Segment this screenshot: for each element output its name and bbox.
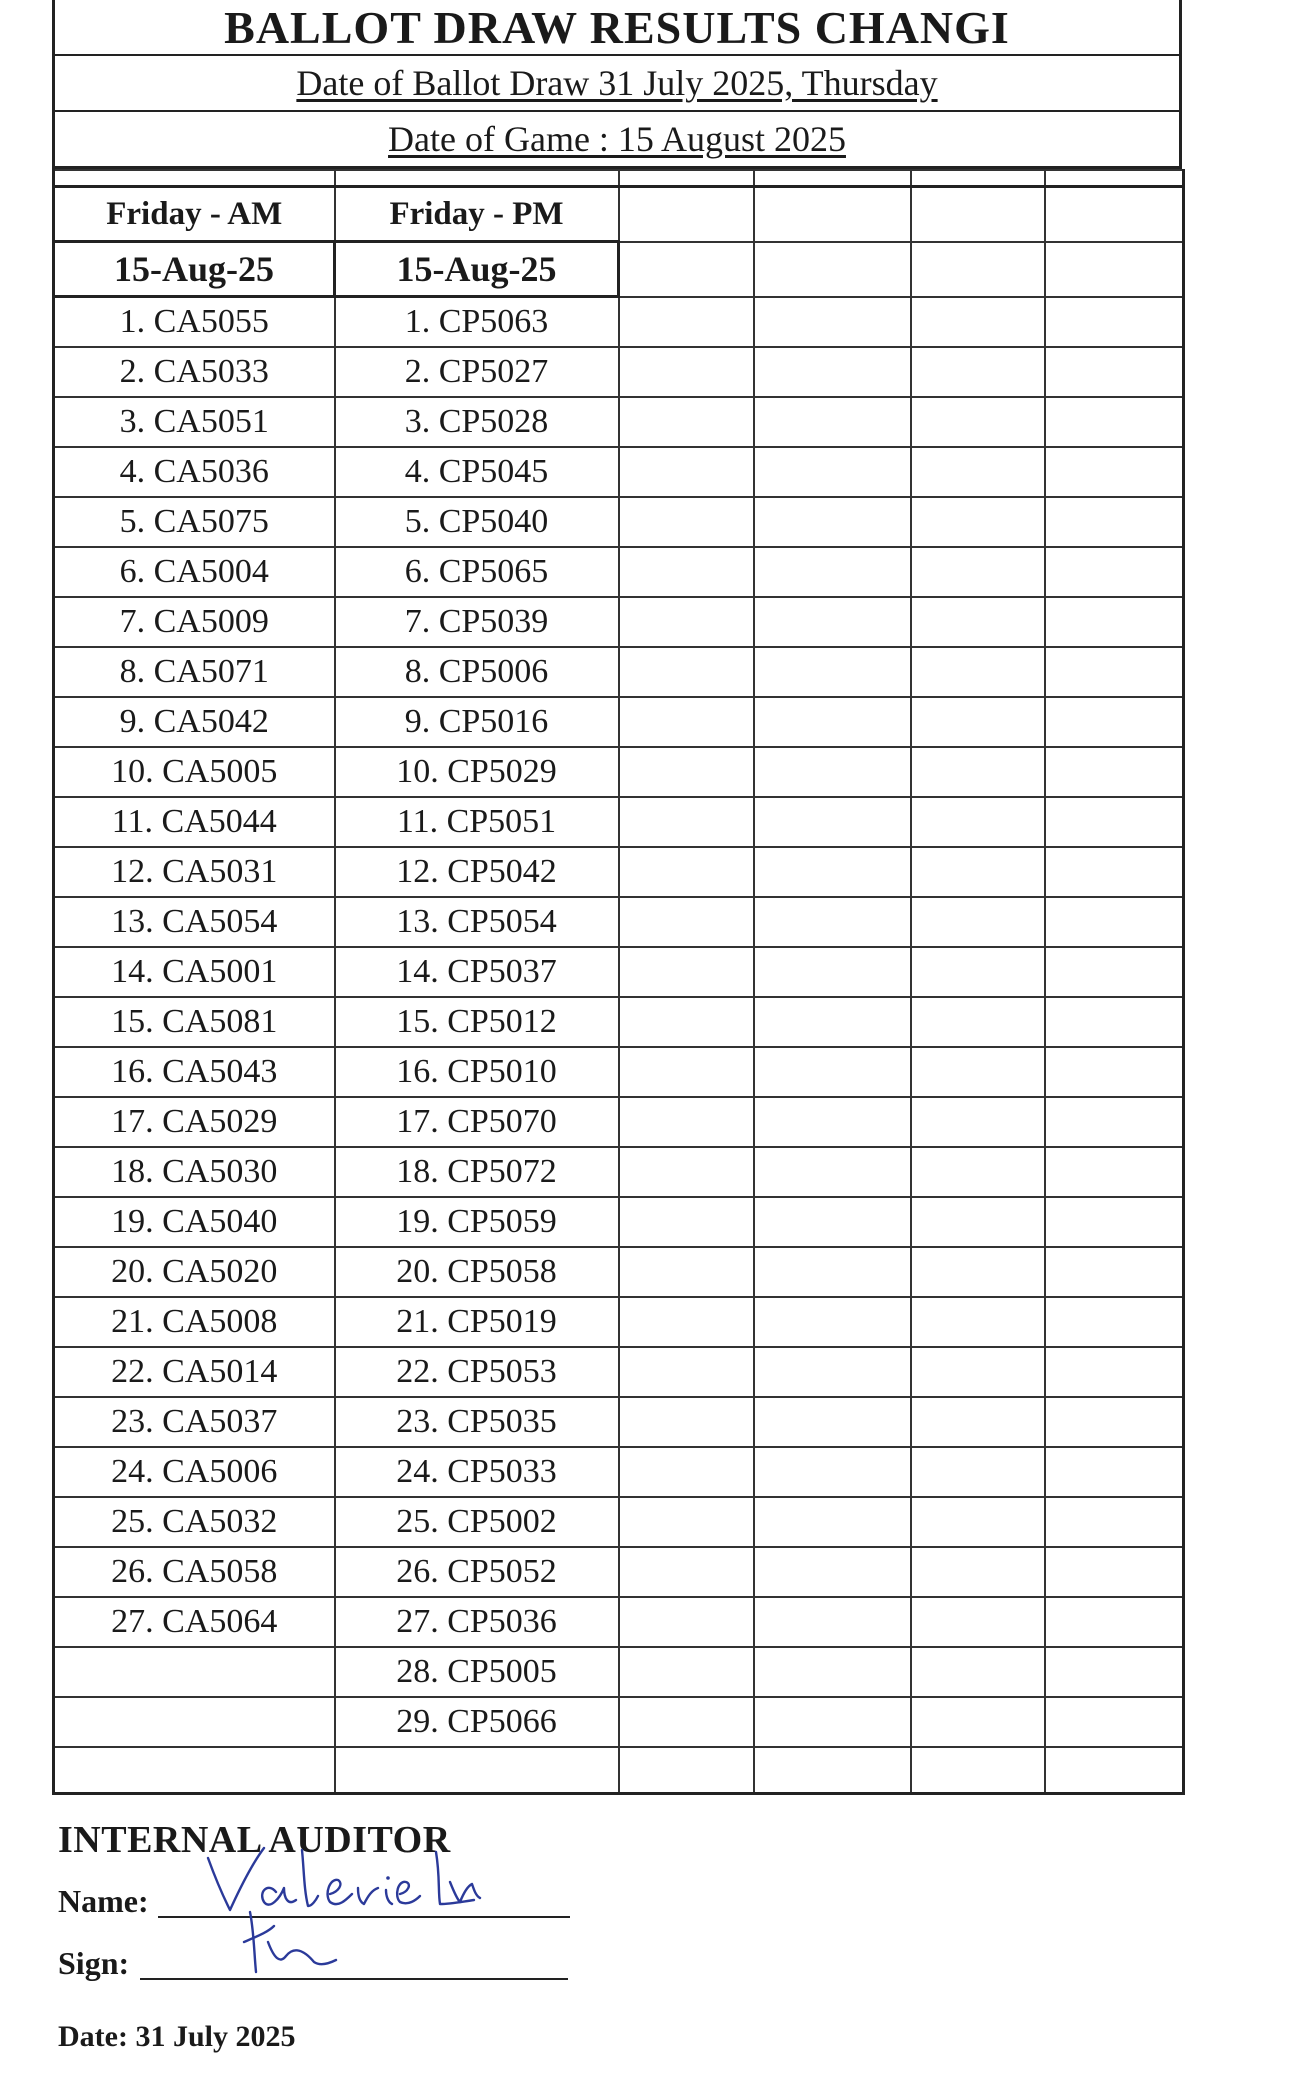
table-row — [54, 1097, 1184, 1147]
empty-cell — [1045, 1547, 1184, 1597]
empty-cell — [619, 242, 754, 297]
am-entry: 5. CA5075 — [54, 497, 335, 547]
empty-cell — [619, 1697, 754, 1747]
am-entry: 7. CA5009 — [54, 597, 335, 647]
table-row — [54, 1397, 1184, 1447]
empty-cell — [619, 1147, 754, 1197]
pm-entry: 3. CP5028 — [335, 397, 619, 447]
empty-cell — [619, 1197, 754, 1247]
am-entry: 3. CA5051 — [54, 397, 335, 447]
empty-cell — [911, 697, 1045, 747]
am-entry: 11. CA5044 — [54, 797, 335, 847]
empty-cell — [619, 1347, 754, 1397]
pm-entry: 26. CP5052 — [335, 1547, 619, 1597]
empty-cell — [911, 997, 1045, 1047]
empty-cell — [619, 170, 754, 187]
empty-cell — [619, 347, 754, 397]
page-title: BALLOT DRAW RESULTS CHANGI — [224, 1, 1010, 53]
am-entry: 2. CA5033 — [54, 347, 335, 397]
empty-cell — [911, 747, 1045, 797]
empty-cell — [1045, 897, 1184, 947]
empty-cell — [754, 1747, 911, 1794]
pm-entry: 25. CP5002 — [335, 1497, 619, 1547]
table-row — [54, 1447, 1184, 1497]
table-row — [54, 1047, 1184, 1097]
empty-cell — [1045, 1397, 1184, 1447]
empty-cell — [911, 547, 1045, 597]
empty-cell — [1045, 1047, 1184, 1097]
am-column-heading: Friday - AM — [54, 187, 335, 242]
pm-entry: 1. CP5063 — [335, 297, 619, 348]
am-entry: 27. CA5064 — [54, 1597, 335, 1647]
pm-entry: 21. CP5019 — [335, 1297, 619, 1347]
pm-entry: 23. CP5035 — [335, 1397, 619, 1447]
pm-entry: 11. CP5051 — [335, 797, 619, 847]
empty-cell — [619, 187, 754, 242]
am-entry — [54, 1697, 335, 1747]
empty-cell — [754, 347, 911, 397]
auditor-date: Date: 31 July 2025 — [58, 2020, 296, 2053]
empty-cell — [619, 947, 754, 997]
table-row — [54, 1297, 1184, 1347]
empty-cell — [1045, 447, 1184, 497]
empty-cell — [54, 1747, 335, 1794]
draw-date-row — [55, 56, 1179, 112]
empty-cell — [619, 1247, 754, 1297]
empty-cell — [754, 1297, 911, 1347]
empty-cell — [754, 497, 911, 547]
empty-cell — [754, 1147, 911, 1197]
ballot-sheet — [52, 0, 1182, 1795]
auditor-title: INTERNAL AUDITOR — [58, 1819, 451, 1861]
empty-cell — [911, 187, 1045, 242]
am-entry — [54, 1647, 335, 1697]
sheet-header — [52, 0, 1182, 169]
empty-cell — [911, 1747, 1045, 1794]
empty-cell — [619, 1397, 754, 1447]
table-row — [54, 1347, 1184, 1397]
table-row — [54, 1497, 1184, 1547]
pm-entry: 27. CP5036 — [335, 1597, 619, 1647]
pm-entry: 19. CP5059 — [335, 1197, 619, 1247]
empty-cell — [754, 1097, 911, 1147]
empty-cell — [1045, 297, 1184, 348]
empty-cell — [754, 1497, 911, 1547]
am-entry: 12. CA5031 — [54, 847, 335, 897]
table-row — [54, 497, 1184, 547]
name-label: Name: — [58, 1883, 149, 1919]
empty-cell — [911, 1447, 1045, 1497]
table-row — [54, 547, 1184, 597]
empty-cell — [1045, 347, 1184, 397]
empty-cell — [1045, 747, 1184, 797]
empty-cell — [619, 447, 754, 497]
empty-cell — [1045, 170, 1184, 187]
empty-cell — [754, 187, 911, 242]
pm-entry: 5. CP5040 — [335, 497, 619, 547]
am-entry: 22. CA5014 — [54, 1347, 335, 1397]
am-entry: 6. CA5004 — [54, 547, 335, 597]
empty-cell — [911, 1497, 1045, 1547]
empty-cell — [1045, 242, 1184, 297]
empty-cell — [754, 1197, 911, 1247]
empty-cell — [1045, 697, 1184, 747]
pm-entry: 9. CP5016 — [335, 697, 619, 747]
empty-cell — [911, 847, 1045, 897]
am-entry: 13. CA5054 — [54, 897, 335, 947]
table-row — [54, 1147, 1184, 1197]
empty-cell — [754, 447, 911, 497]
empty-cell — [335, 170, 619, 187]
pm-entry: 6. CP5065 — [335, 547, 619, 597]
pm-column-date: 15-Aug-25 — [335, 242, 619, 297]
column-date-row — [54, 242, 1184, 297]
empty-cell — [754, 297, 911, 348]
empty-cell — [54, 170, 335, 187]
pm-entry: 29. CP5066 — [335, 1697, 619, 1747]
empty-cell — [754, 242, 911, 297]
empty-cell — [619, 747, 754, 797]
empty-cell — [619, 497, 754, 547]
empty-cell — [911, 1197, 1045, 1247]
am-entry: 16. CA5043 — [54, 1047, 335, 1097]
am-entry: 1. CA5055 — [54, 297, 335, 348]
empty-cell — [1045, 1097, 1184, 1147]
empty-cell — [911, 297, 1045, 348]
empty-cell — [1045, 947, 1184, 997]
pm-entry: 24. CP5033 — [335, 1447, 619, 1497]
pm-column-heading: Friday - PM — [335, 187, 619, 242]
am-entry: 4. CA5036 — [54, 447, 335, 497]
table-row — [54, 297, 1184, 348]
empty-cell — [1045, 397, 1184, 447]
pm-entry: 17. CP5070 — [335, 1097, 619, 1147]
empty-cell — [754, 1347, 911, 1397]
empty-cell — [619, 547, 754, 597]
spacer-row — [54, 170, 1184, 187]
table-row — [54, 997, 1184, 1047]
am-entry: 25. CA5032 — [54, 1497, 335, 1547]
empty-cell — [911, 1097, 1045, 1147]
table-row — [54, 1697, 1184, 1747]
empty-cell — [754, 1047, 911, 1097]
empty-cell — [754, 647, 911, 697]
table-row — [54, 1247, 1184, 1297]
empty-cell — [1045, 1297, 1184, 1347]
empty-cell — [911, 347, 1045, 397]
table-row — [54, 597, 1184, 647]
empty-cell — [911, 1547, 1045, 1597]
empty-cell — [619, 897, 754, 947]
game-date: Date of Game : 15 August 2025 — [388, 119, 846, 159]
empty-cell — [911, 597, 1045, 647]
empty-cell — [619, 597, 754, 647]
empty-cell — [619, 1597, 754, 1647]
empty-cell — [754, 547, 911, 597]
empty-cell — [1045, 1747, 1184, 1794]
empty-cell — [1045, 1147, 1184, 1197]
empty-cell — [619, 1447, 754, 1497]
empty-cell — [911, 1697, 1045, 1747]
am-entry: 20. CA5020 — [54, 1247, 335, 1297]
empty-cell — [619, 647, 754, 697]
empty-cell — [911, 397, 1045, 447]
empty-cell — [619, 697, 754, 747]
empty-cell — [1045, 187, 1184, 242]
empty-cell — [1045, 1347, 1184, 1397]
am-entry: 15. CA5081 — [54, 997, 335, 1047]
empty-cell — [911, 1247, 1045, 1297]
empty-cell — [911, 497, 1045, 547]
table-row — [54, 1647, 1184, 1697]
table-row — [54, 447, 1184, 497]
empty-cell — [754, 1547, 911, 1597]
signature-mark — [228, 1906, 388, 1980]
am-entry: 8. CA5071 — [54, 647, 335, 697]
blank-row — [54, 1747, 1184, 1794]
empty-cell — [754, 597, 911, 647]
empty-cell — [1045, 647, 1184, 697]
empty-cell — [911, 1147, 1045, 1197]
sign-line — [58, 1942, 758, 1986]
empty-cell — [911, 797, 1045, 847]
empty-cell — [754, 997, 911, 1047]
empty-cell — [754, 397, 911, 447]
empty-cell — [619, 1097, 754, 1147]
am-entry: 14. CA5001 — [54, 947, 335, 997]
am-entry: 18. CA5030 — [54, 1147, 335, 1197]
empty-cell — [911, 1647, 1045, 1697]
empty-cell — [619, 1547, 754, 1597]
empty-cell — [619, 1047, 754, 1097]
pm-entry: 13. CP5054 — [335, 897, 619, 947]
pm-entry: 20. CP5058 — [335, 1247, 619, 1297]
empty-cell — [1045, 847, 1184, 897]
column-heading-row — [54, 187, 1184, 242]
table-row — [54, 647, 1184, 697]
empty-cell — [754, 1697, 911, 1747]
empty-cell — [911, 447, 1045, 497]
pm-entry: 7. CP5039 — [335, 597, 619, 647]
pm-entry: 22. CP5053 — [335, 1347, 619, 1397]
table-row — [54, 747, 1184, 797]
table-row — [54, 1597, 1184, 1647]
ballot-draw-date: Date of Ballot Draw 31 July 2025, Thursday — [296, 63, 938, 103]
pm-entry: 4. CP5045 — [335, 447, 619, 497]
empty-cell — [754, 747, 911, 797]
empty-cell — [911, 1297, 1045, 1347]
empty-cell — [911, 1047, 1045, 1097]
empty-cell — [754, 847, 911, 897]
pm-entry: 18. CP5072 — [335, 1147, 619, 1197]
am-entry: 26. CA5058 — [54, 1547, 335, 1597]
empty-cell — [911, 1597, 1045, 1647]
empty-cell — [1045, 497, 1184, 547]
empty-cell — [1045, 1197, 1184, 1247]
empty-cell — [1045, 997, 1184, 1047]
empty-cell — [1045, 1697, 1184, 1747]
empty-cell — [1045, 597, 1184, 647]
results-table — [52, 169, 1185, 1795]
pm-entry: 8. CP5006 — [335, 647, 619, 697]
pm-entry: 12. CP5042 — [335, 847, 619, 897]
am-entry: 17. CA5029 — [54, 1097, 335, 1147]
am-entry: 21. CA5008 — [54, 1297, 335, 1347]
am-entry: 19. CA5040 — [54, 1197, 335, 1247]
empty-cell — [911, 170, 1045, 187]
am-column-date: 15-Aug-25 — [54, 242, 335, 297]
empty-cell — [754, 947, 911, 997]
empty-cell — [619, 1297, 754, 1347]
empty-cell — [754, 1397, 911, 1447]
empty-cell — [754, 697, 911, 747]
empty-cell — [619, 1497, 754, 1547]
empty-cell — [619, 297, 754, 348]
pm-entry: 15. CP5012 — [335, 997, 619, 1047]
empty-cell — [1045, 1597, 1184, 1647]
pm-entry: 28. CP5005 — [335, 1647, 619, 1697]
table-row — [54, 847, 1184, 897]
empty-cell — [754, 897, 911, 947]
empty-cell — [335, 1747, 619, 1794]
empty-cell — [754, 797, 911, 847]
pm-entry: 2. CP5027 — [335, 347, 619, 397]
empty-cell — [911, 947, 1045, 997]
empty-cell — [754, 1647, 911, 1697]
empty-cell — [619, 1647, 754, 1697]
empty-cell — [911, 647, 1045, 697]
empty-cell — [754, 1247, 911, 1297]
table-row — [54, 797, 1184, 847]
empty-cell — [911, 1397, 1045, 1447]
empty-cell — [1045, 797, 1184, 847]
table-row — [54, 397, 1184, 447]
empty-cell — [911, 1347, 1045, 1397]
table-row — [54, 347, 1184, 397]
pm-entry: 16. CP5010 — [335, 1047, 619, 1097]
empty-cell — [911, 242, 1045, 297]
empty-cell — [619, 847, 754, 897]
empty-cell — [1045, 1647, 1184, 1697]
results-table-body — [54, 170, 1184, 1794]
empty-cell — [754, 1447, 911, 1497]
table-row — [54, 897, 1184, 947]
am-entry: 9. CA5042 — [54, 697, 335, 747]
empty-cell — [619, 997, 754, 1047]
am-entry: 10. CA5005 — [54, 747, 335, 797]
empty-cell — [1045, 1447, 1184, 1497]
table-row — [54, 1547, 1184, 1597]
title-row — [55, 0, 1179, 56]
table-row — [54, 947, 1184, 997]
am-entry: 24. CA5006 — [54, 1447, 335, 1497]
empty-cell — [1045, 547, 1184, 597]
table-row — [54, 1197, 1184, 1247]
empty-cell — [754, 170, 911, 187]
pm-entry: 14. CP5037 — [335, 947, 619, 997]
game-date-row — [55, 112, 1179, 169]
empty-cell — [619, 797, 754, 847]
internal-auditor-block — [58, 1818, 758, 2054]
empty-cell — [1045, 1497, 1184, 1547]
pm-entry: 10. CP5029 — [335, 747, 619, 797]
name-line — [58, 1880, 758, 1924]
empty-cell — [1045, 1247, 1184, 1297]
empty-cell — [911, 897, 1045, 947]
am-entry: 23. CA5037 — [54, 1397, 335, 1447]
sign-label: Sign: — [58, 1945, 130, 1981]
table-row — [54, 697, 1184, 747]
empty-cell — [619, 1747, 754, 1794]
empty-cell — [619, 397, 754, 447]
empty-cell — [754, 1597, 911, 1647]
